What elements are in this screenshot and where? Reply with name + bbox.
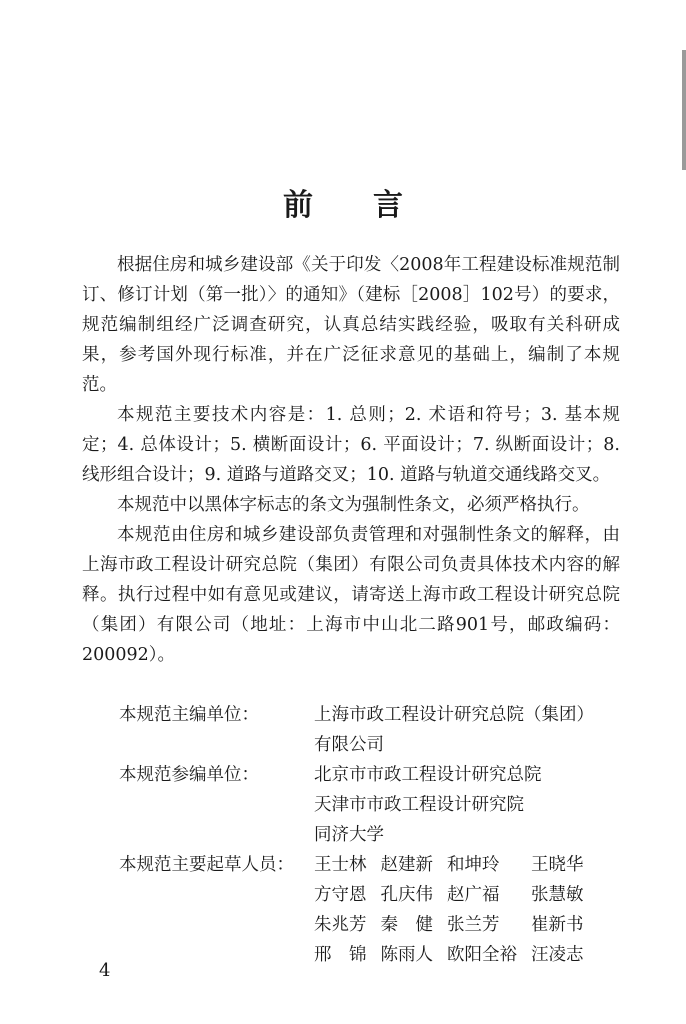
- drafter-name: 赵建新: [380, 855, 433, 875]
- drafter-name: 张慧敏: [531, 885, 584, 905]
- drafters-row: [119, 850, 639, 970]
- drafter-name: 汪凌志: [531, 945, 584, 965]
- drafter-name: 朱兆芳: [314, 915, 367, 935]
- drafter-name: 张兰芳: [447, 915, 500, 935]
- drafter-name: 赵广福: [447, 885, 500, 905]
- drafter-name: 方守恩: [314, 885, 367, 905]
- drafter-name: 孔庆伟: [380, 885, 433, 905]
- editor-unit-line: 上海市政工程设计研究总院（集团）: [314, 705, 594, 725]
- foreword-body: [82, 250, 620, 670]
- participants-row: [119, 760, 639, 850]
- participant-unit: 天津市市政工程设计研究院: [314, 795, 524, 815]
- drafter-name: 王士林: [314, 855, 367, 875]
- participant-unit: 同济大学: [314, 825, 384, 845]
- drafter-name: 王晓华: [531, 855, 584, 875]
- paragraph-mandatory: 本规范中以黑体字标志的条文为强制性条文，必须严格执行。: [117, 495, 590, 515]
- drafter-name: 和坤玲: [447, 855, 500, 875]
- participants-label: 本规范参编单位：: [119, 765, 259, 785]
- drafter-name: 陈雨人: [380, 945, 433, 965]
- scan-edge-mark: [682, 50, 686, 170]
- drafter-name: 邢 锦: [314, 945, 367, 965]
- paragraph-basis: 根据住房和城乡建设部《关于印发〈2008年工程建设标准规范制订、修订计划（第一批）〉的通知》（建标［2008］102号）的要求，规范编制组经广泛调查研究，认真总结实践经验，吸取有关科研成果，参考国外现行标准，并在广泛征求意见的基础上，编制了本规范。: [82, 255, 620, 395]
- drafters-names: [314, 850, 639, 970]
- org-section: [119, 700, 639, 970]
- drafter-name: 欧阳全裕: [447, 945, 517, 965]
- participants-values: [314, 760, 639, 850]
- participant-unit: 北京市市政工程设计研究总院: [314, 765, 542, 785]
- page-title: 前言: [283, 188, 463, 223]
- editor-row: [119, 700, 639, 760]
- editor-unit-line: 有限公司: [314, 735, 384, 755]
- editor-label: 本规范主编单位：: [119, 705, 259, 725]
- drafter-name: 崔新书: [531, 915, 584, 935]
- page-number: 4: [99, 960, 111, 981]
- drafter-name: 秦 健: [380, 915, 433, 935]
- editor-values: [314, 700, 639, 760]
- drafters-label: 本规范主要起草人员：: [119, 855, 294, 875]
- paragraph-management: 本规范由住房和城乡建设部负责管理和对强制性条文的解释，由上海市政工程设计研究总院（集团）有限公司负责具体技术内容的解释。执行过程中如有意见或建议，请寄送上海市政工程设计研究总院（集团）有限公司（地址：上海市中山北二路901号，邮政编码：200092）。: [82, 525, 620, 665]
- paragraph-contents: 本规范主要技术内容是：1. 总则；2. 术语和符号；3. 基本规定；4. 总体设计；5. 横断面设计；6. 平面设计；7. 纵断面设计；8. 线形组合设计；9. 道路与道路交叉；10. 道路与轨道交通线路交叉。: [82, 405, 620, 485]
